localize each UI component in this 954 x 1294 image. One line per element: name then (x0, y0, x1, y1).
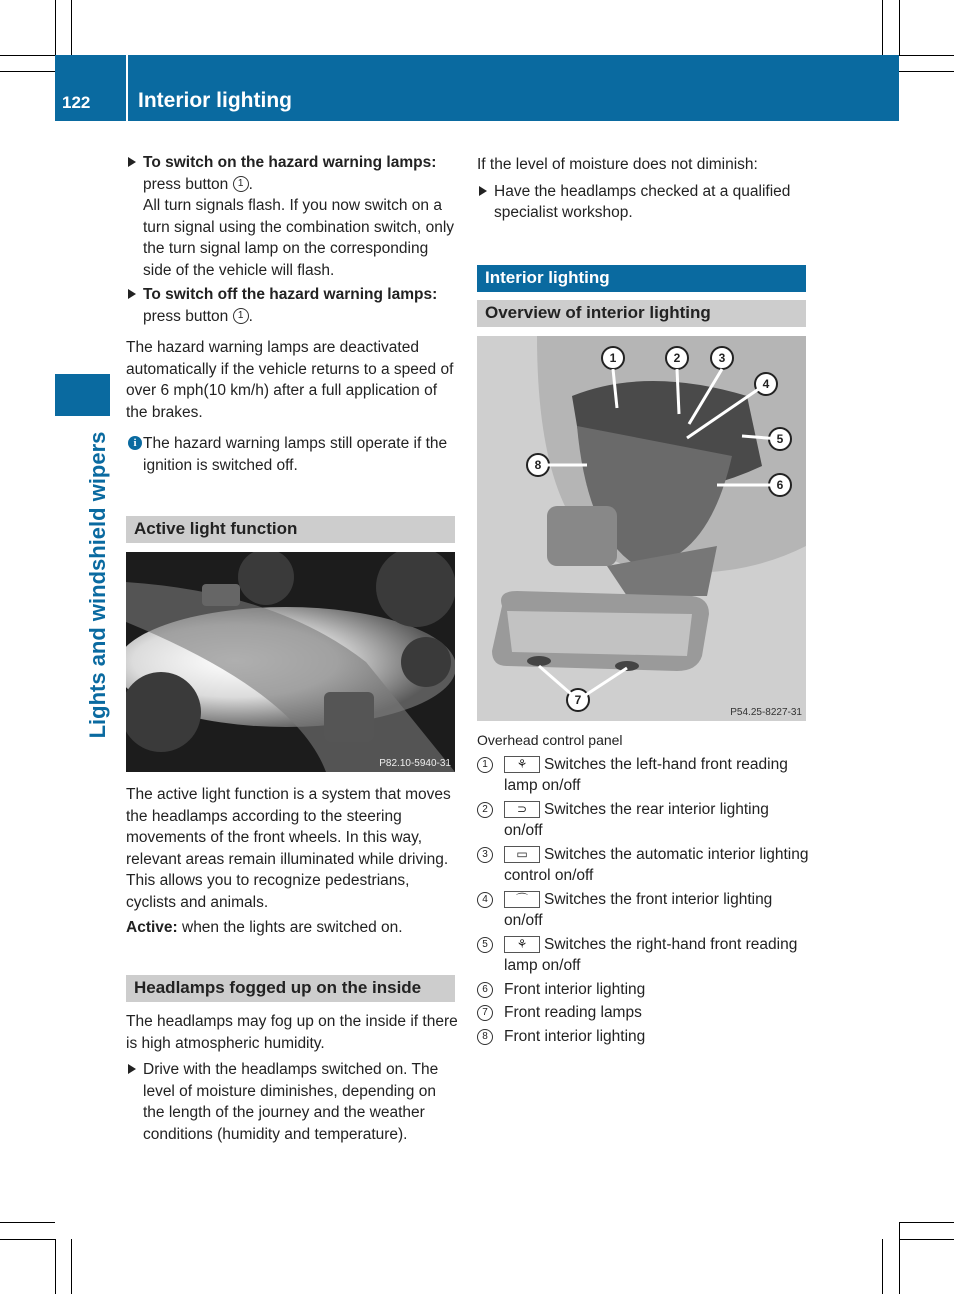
info-note (126, 433, 458, 476)
right-column (477, 154, 809, 224)
overhead-panel-figure (477, 336, 806, 721)
instruction-step (126, 284, 458, 327)
left-column-fog (126, 1011, 458, 1145)
callout-marker: 7 (477, 1005, 493, 1021)
crop-mark (71, 0, 72, 55)
legend-text: Front reading lamps (504, 1004, 642, 1021)
section-heading: Active light function (126, 516, 455, 543)
crop-mark (0, 1239, 55, 1240)
callout-2: 2 (673, 351, 681, 365)
step-text: . (248, 175, 253, 193)
step-heading: To switch off the hazard warning lamps: (143, 286, 438, 303)
callout-marker: 2 (477, 802, 493, 818)
rear-light-icon: ⊃ (504, 801, 540, 818)
legend-text: Switches the right-hand front reading lamp on/off (504, 935, 798, 974)
legend-text: Front interior lighting (504, 980, 646, 998)
legend-text: Switches the front interior lighting on/off (504, 890, 773, 929)
callout-4: 4 (762, 377, 770, 391)
arrow-icon (128, 157, 136, 167)
legend-item (477, 1026, 809, 1048)
figure-code: P54.25-8227-31 (730, 707, 802, 718)
legend-item (477, 1002, 809, 1024)
legend-item (477, 799, 809, 842)
step-text: press button (143, 175, 233, 193)
info-icon: i (128, 436, 142, 450)
left-column-lower (126, 784, 458, 939)
legend-item (477, 934, 809, 977)
active-light-illustration (126, 552, 455, 772)
crop-mark (899, 1222, 954, 1223)
callout-8: 8 (534, 458, 542, 472)
subsection-heading: Overview of interior lighting (477, 300, 806, 327)
callout-marker: 1 (233, 176, 249, 192)
legend-text: Switches the left-hand front reading lamp on/off (504, 755, 788, 794)
callout-6: 6 (776, 478, 784, 492)
crop-mark (882, 0, 883, 55)
callout-marker: 3 (477, 847, 493, 863)
callout-5: 5 (776, 432, 784, 446)
crop-mark (55, 0, 56, 55)
legend-item (477, 889, 809, 932)
callout-marker: 1 (233, 308, 249, 324)
active-light-figure (126, 552, 455, 772)
callout-1: 1 (609, 351, 617, 365)
crop-mark (71, 1239, 72, 1294)
figure-code: P82.10-5940-31 (379, 758, 451, 769)
legend-text: Switches the rear interior lighting on/off (504, 800, 769, 839)
figure-caption: Overhead control panel (477, 732, 623, 748)
crop-mark (899, 1222, 900, 1294)
step-text: Drive with the headlamps switched on. The level of moisture diminishes, depending on the length of the journey and the weather conditions (humidity and temperature). (143, 1061, 439, 1143)
callout-marker: 5 (477, 937, 493, 953)
callout-marker: 8 (477, 1029, 493, 1045)
paragraph: The headlamps may fog up on the inside if there is high atmospheric humidity. (126, 1013, 458, 1052)
paragraph: The hazard warning lamps are deactivated automatically if the vehicle returns to a speed of over 6 mph(10 km/h) after a full application of the brakes. (126, 339, 454, 421)
callout-marker: 4 (477, 892, 493, 908)
page-title: Interior lighting (138, 89, 292, 112)
legend-item (477, 979, 809, 1001)
front-light-icon: ⌒ (504, 891, 540, 908)
crop-mark (0, 71, 55, 72)
chapter-label: Lights and windshield wipers (85, 431, 110, 739)
step-result: All turn signals flash. If you now switch on a turn signal using the combination switch, only the turn signal lamp on the corresponding side of the vehicle will flash. (143, 197, 455, 279)
paragraph-text: when the lights are switched on. (177, 919, 403, 936)
crop-mark (0, 1222, 55, 1223)
crop-mark (899, 55, 954, 56)
legend-item (477, 754, 809, 797)
page-number: 122 (62, 93, 91, 112)
crop-mark (0, 55, 55, 56)
legend-list (477, 754, 809, 1048)
legend-item (477, 844, 809, 887)
paragraph: If the level of moisture does not diminish: (477, 156, 758, 173)
step-text: press button (143, 307, 233, 325)
legend-text: Front interior lighting (504, 1027, 646, 1045)
crop-mark (899, 71, 954, 72)
reading-lamp-icon: ⚘ (504, 936, 540, 953)
chapter-tab (55, 374, 110, 416)
instruction-step (126, 152, 458, 281)
arrow-icon (479, 186, 487, 196)
bold-label: Active: (126, 919, 178, 936)
crop-mark (55, 1239, 56, 1294)
overhead-panel-illustration (477, 336, 806, 721)
auto-light-off-icon: ▭ (504, 846, 540, 863)
step-text: . (248, 307, 253, 325)
legend-text: Switches the automatic interior lighting control on/off (504, 845, 809, 884)
crop-mark (899, 0, 900, 55)
section-heading: Headlamps fogged up on the inside (126, 975, 455, 1002)
callout-7: 7 (574, 693, 582, 707)
callout-marker: 1 (477, 757, 493, 773)
instruction-step (477, 181, 809, 224)
paragraph: The active light function is a system that moves the headlamps according to the steering movements of the front wheels. In this way, relevant areas remain illuminated while driving. This allows you to recognize pedestrians, cyclists and animals. (126, 786, 451, 911)
left-column (126, 152, 458, 476)
reading-lamp-icon: ⚘ (504, 756, 540, 773)
crop-mark (882, 1239, 883, 1294)
step-text: Have the headlamps checked at a qualified specialist workshop. (494, 182, 791, 221)
crop-mark (899, 1239, 954, 1240)
legend (477, 730, 809, 1049)
step-heading: To switch on the hazard warning lamps: (143, 154, 437, 171)
header-divider (126, 55, 128, 121)
callout-3: 3 (718, 351, 726, 365)
arrow-icon (128, 1064, 136, 1074)
instruction-step (126, 1059, 458, 1145)
callout-marker: 6 (477, 982, 493, 998)
section-heading: Interior lighting (477, 265, 806, 292)
arrow-icon (128, 289, 136, 299)
info-text: The hazard warning lamps still operate if the ignition is switched off. (143, 435, 448, 474)
